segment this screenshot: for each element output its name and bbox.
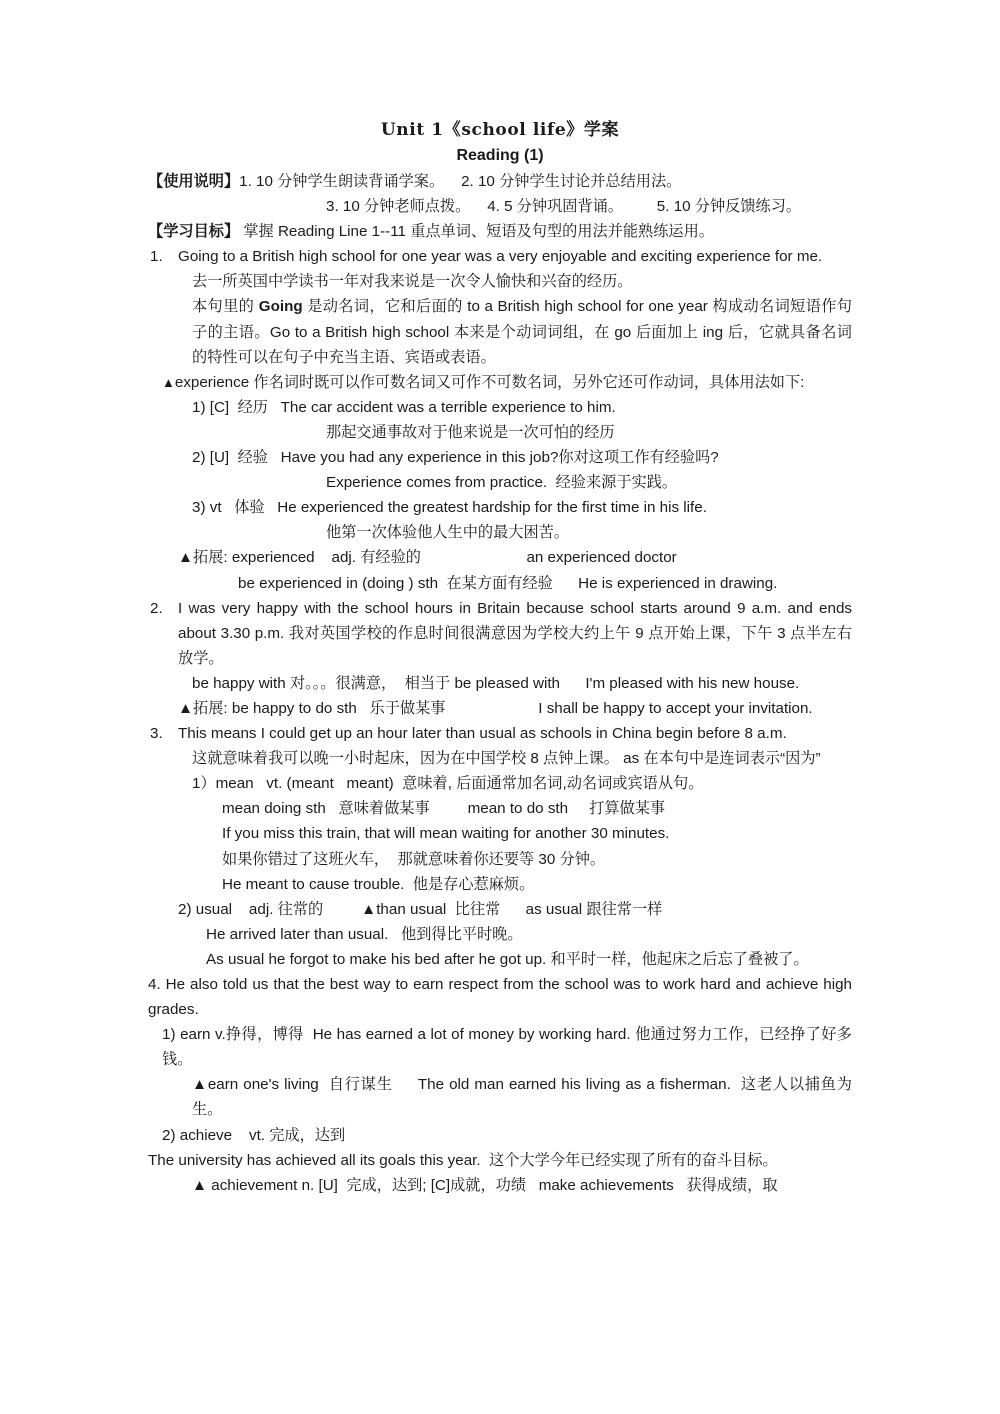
item-note — [148, 370, 852, 395]
subitem-number: 2) — [162, 1126, 176, 1144]
sense-label: 3) vt 体验 — [192, 499, 265, 517]
subitem-number: 2) — [178, 900, 192, 918]
item-translation: 这就意味着我可以晚一小时起床，因为在中国学校 8 点钟上课。 as 在本句中是连词表示“因为” — [192, 750, 821, 768]
subitem-line: He meant to cause trouble. 他是存心惹麻烦。 — [222, 875, 535, 893]
sense-english: Have you had any experience in this job?你对这项工作有经验吗? — [280, 449, 719, 467]
subitem-line: ▲earn one's living 自行谋生 The old man earned his living as a fisherman. 这老人以捕鱼为生。 — [192, 1076, 852, 1119]
document-body — [148, 118, 857, 1198]
sense-english: The car accident was a terrible experience to him. — [280, 398, 616, 416]
extension-text: be happy to do sth 乐于做某事 I shall be happy to accept your invitation. — [231, 699, 813, 717]
subitem-marker — [148, 1022, 852, 1072]
goal-text: 掌握 Reading Line 1--11 重点单词、短语及句型的用法并能熟练运用。 — [239, 223, 714, 241]
extension-row-1 — [148, 545, 852, 570]
list-item — [148, 721, 852, 746]
subitem-text: achieve vt. 完成，达到 — [179, 1126, 346, 1144]
subitem-marker — [148, 1123, 852, 1148]
subitem-line: He arrived later than usual. 他到得比平时晚。 — [206, 925, 523, 943]
subitem-line: ▲ achievement n. [U] 完成，达到; [C]成就，功绩 make achievements 获得成绩，取 — [192, 1176, 778, 1194]
list-item — [148, 596, 852, 671]
item-number: 2. — [150, 599, 163, 617]
triangle-bullet-icon: ▲ — [162, 374, 175, 390]
emphasised-keyword: Going — [258, 298, 303, 316]
subitem-line: 如果你错过了这班火车， 那就意味着你还要等 30 分钟。 — [222, 850, 606, 868]
subitem-line: As usual he forgot to make his bed after he got up. 和平时一样，他起床之后忘了叠被了。 — [206, 950, 809, 968]
usage-instructions — [148, 169, 852, 194]
sense-label: 2) [U] 经验 — [192, 449, 268, 467]
page-title: Unit 1《school life》学案 — [380, 120, 620, 140]
subitem-line: mean doing sth 意味着做某事 mean to do sth 打算做某事 — [222, 800, 666, 818]
subitem-text: mean vt. (meant meant) 意味着, 后面通常加名词,动名词或宾语从句。 — [215, 775, 704, 793]
item-number: 3. — [150, 725, 163, 743]
subitem-text: earn v.挣得，博得 He has earned a lot of money by working hard. 他通过努力工作，已经挣了好多钱。 — [162, 1026, 852, 1069]
sense-english: He experienced the greatest hardship for the first time in his life. — [277, 499, 707, 517]
sense-marker-2 — [148, 445, 852, 470]
subitem-line: The university has achieved all its goals this year. 这个大学今年已经实现了所有的奋斗目标。 — [148, 1151, 778, 1169]
sense-marker-1 — [148, 395, 852, 420]
sense-chinese-1: 那起交通事故对于他来说是一次可怕的经历 — [326, 423, 615, 441]
usage-line-2: 3. 10 分钟老师点拨。 4. 5 分钟巩固背诵。 5. 10 分钟反馈练习。 — [326, 198, 802, 216]
learning-goal — [148, 219, 852, 244]
list-item: 4. He also told us that the best way to earn respect from the school was to work hard and achieve high grades. — [148, 976, 857, 1019]
list-item — [148, 244, 852, 269]
subitem-number: 1） — [192, 775, 216, 793]
item-explanation: 本句里的 Going 是动名词，它和后面的 to a British high school for one year 构成动名词短语作句子的主语。Go to a British high school 本来是个动词词组，在 go 后面加上 ing 后，它就具备名词的特性可以在句子中充当主语、宾语或表语。 — [192, 298, 852, 366]
sense-chinese-2: Experience comes from practice. 经验来源于实践。 — [326, 474, 678, 492]
subitem-line: If you miss this train, that will mean waiting for another 30 minutes. — [222, 825, 670, 843]
subitem-number: 1) — [162, 1026, 176, 1044]
item-translation: 去一所英国中学读书一年对我来说是一次令人愉快和兴奋的经历。 — [192, 273, 633, 291]
page-subtitle: Reading (1) — [456, 147, 544, 164]
item-text-en: Going to a British high school for one year was a very enjoyable and exciting experience for me. — [178, 248, 823, 266]
usage-label: 【使用说明】 — [148, 173, 240, 190]
item-phrase-note: be happy with 对。。。很满意， 相当于 be pleased with I'm pleased with his new house. — [192, 674, 800, 692]
extension-label: ▲拓展: — [178, 549, 228, 567]
sense-chinese-3: 他第一次体验他人生中的最大困苦。 — [326, 524, 569, 542]
extension-label: ▲拓展: — [178, 699, 228, 717]
subitem-text: usual adj. 往常的 ▲than usual 比往常 as usual 跟往常一样 — [195, 900, 663, 918]
item-number: 1. — [150, 248, 163, 266]
item-text-en: This means I could get up an hour later than usual as schools in China begin before 8 a.m. — [178, 725, 787, 743]
usage-line-1: 1. 10 分钟学生朗读背诵学案。 2. 10 分钟学生讨论并总结用法。 — [239, 173, 682, 190]
extension-row-1 — [148, 696, 852, 721]
extension-row-2: be experienced in (doing ) sth 在某方面有经验 He is experienced in drawing. — [238, 574, 778, 592]
item-text-en: I was very happy with the school hours in Britain because school starts around 9 a.m. and ends about 3.30 p.m. 我对英国学校的作息时间很满意因为学校大约上午 9 点开始上课，下午 3 点半左右放学。 — [178, 599, 852, 667]
subitem-marker — [148, 897, 852, 922]
sense-marker-3 — [148, 495, 852, 520]
usage-line-2-row — [148, 194, 852, 219]
item-note-text: experience 作名词时既可以作可数名词又可作不可数名词，另外它还可作动词，具体用法如下: — [174, 373, 805, 391]
subitem-marker — [148, 771, 852, 796]
extension-text: experienced adj. 有经验的 an experienced doctor — [231, 549, 677, 567]
sense-label: 1) [C] 经历 — [192, 398, 268, 416]
goal-label: 【学习目标】 — [148, 223, 240, 241]
